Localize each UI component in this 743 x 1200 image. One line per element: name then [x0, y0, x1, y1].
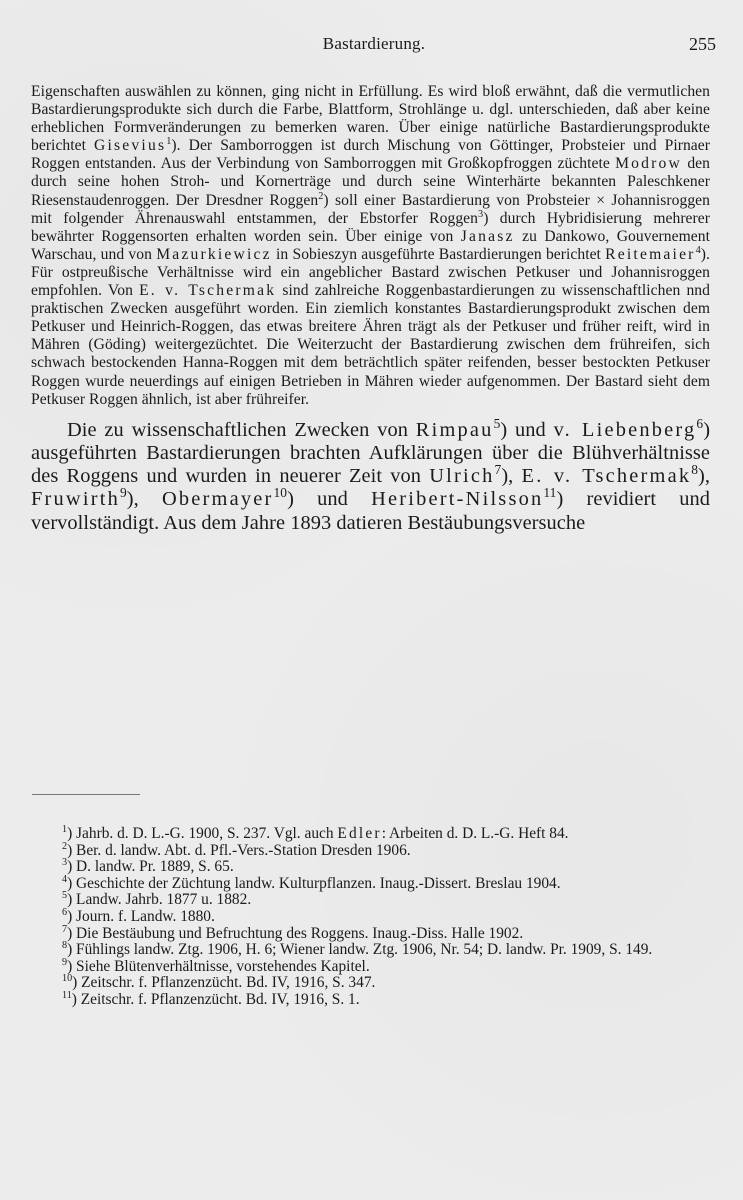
- footnote-reference: 3: [477, 208, 484, 220]
- footnote-marker: 5: [62, 890, 68, 902]
- footnote-reference: 7: [494, 462, 502, 478]
- footnote-reference: 4: [695, 244, 701, 256]
- text-run: ) und: [287, 488, 372, 511]
- main-text: [31, 83, 710, 535]
- author-name: Janasz: [460, 227, 515, 245]
- footnote-marker: 9: [62, 956, 68, 968]
- footnote-reference: 8: [691, 462, 698, 478]
- footnote-marker: 10: [62, 973, 73, 985]
- author-name: Reitemaier: [605, 245, 696, 263]
- footnote-text: ) Landw. Jahrb. 1877 u. 1882.: [67, 891, 252, 909]
- footnote-item: [31, 975, 711, 992]
- footnote-text: ) Zeitschr. f. Pflanzenzücht. Bd. IV, 1916, S. 347.: [72, 974, 376, 992]
- footnote-reference: 11: [543, 485, 557, 501]
- footnotes-section: [31, 823, 711, 1009]
- footnote-reference: 9: [119, 485, 127, 501]
- author-name: Obermayer: [161, 488, 274, 511]
- running-title: Bastardierung.: [322, 34, 426, 53]
- author-name: v. Liebenberg: [553, 418, 697, 441]
- footnote-text: : Arbeiten d. D. L.-G. Heft 84.: [381, 825, 569, 842]
- text-run: ) und: [500, 418, 554, 441]
- footnote-text: ) Zeitschr. f. Pflanzenzücht. Bd. IV, 1916, S. 1.: [71, 990, 360, 1008]
- author-name: Ulrich: [429, 465, 495, 488]
- footnote-item: [31, 942, 711, 959]
- footnote-text: ) D. landw. Pr. 1889, S. 65.: [67, 858, 234, 876]
- footnote-reference: 10: [273, 485, 288, 501]
- footnote-text: ) Ber. d. landw. Abt. d. Pfl.-Vers.-Station Dresden 1906.: [67, 841, 411, 859]
- author-name: Modrow: [615, 155, 683, 173]
- footnote-reference: 1: [166, 136, 172, 148]
- text-run: ). Der Samborroggen ist durch Mischung von Göttinger, Probsteier und Pirnaer Roggen entstanden. Aus der Verbindung von Samborroggen mit Großkopfroggen züchtete: [31, 137, 710, 173]
- text-run: ),: [126, 488, 162, 511]
- footnote-item: [31, 923, 711, 943]
- text-run: ) revidiert und vervollständigt. Aus dem Jahre 1893 datieren Bestäubungsversuche: [31, 488, 711, 534]
- text-run: Die zu wissenschaftlichen Zwecken von: [67, 418, 416, 441]
- paragraph-bastard-overview: [31, 83, 710, 409]
- footnote-text: ) Fühlings landw. Ztg. 1906, H. 6; Wiener landw. Ztg. 1906, Nr. 54; D. landw. Pr. 1909, S. 149.: [67, 941, 653, 959]
- footnote-item: [31, 956, 711, 976]
- text-run: Eigenschaften auswählen zu können, ging nicht in Erfüllung. Es wird bloß erwähnt, daß die vermutlichen Bastardierungsprodukte sich durch die Farbe, Blattform, Strohlänge u. dgl. unterschieden, daß aber keine erheblichen Formveränderungen zu bemerken waren. Über einige natürliche Bastardierungsprodukte berichtet: [31, 83, 710, 155]
- author-name: Mazurkiewicz: [156, 245, 272, 263]
- footnote-marker: 2: [62, 840, 68, 852]
- footnote-marker: 4: [62, 873, 68, 885]
- author-name: Heribert-Nilsson: [371, 488, 544, 511]
- footnote-item: [31, 823, 711, 843]
- footnote-reference: 2: [318, 190, 324, 202]
- footnote-item: [31, 859, 711, 876]
- author-name: Rimpau: [415, 418, 494, 441]
- footnote-item: [31, 840, 711, 860]
- author-name: Gisevius: [94, 137, 167, 155]
- text-run: in Sobieszyn ausgeführte Bastardierungen berichtet: [271, 245, 606, 263]
- footnote-marker: 7: [62, 923, 68, 935]
- text-run: den durch seine hohen Stroh- und Kornerträge und durch seine Winterhärte bekannten Paleschkener Riesenstaudenroggen. Der Dresdner Roggen: [31, 155, 710, 209]
- text-run: zu Dankowo, Gouvernement Warschau, und von: [31, 227, 710, 263]
- footnote-divider: [32, 794, 140, 795]
- author-name: E. v. Tschermak: [139, 282, 277, 300]
- footnote-marker: 11: [62, 989, 72, 1001]
- footnote-reference: 6: [696, 415, 704, 431]
- footnote-marker: 8: [62, 940, 68, 952]
- footnote-text: ) Jahrb. d. D. L.-G. 1900, S. 237. Vgl. auch: [67, 825, 338, 842]
- footnote-item: [31, 906, 711, 926]
- text-run: ),: [501, 465, 522, 488]
- text-run: ). Für ostpreußische Verhältnisse wird ein angeblicher Bastard zwischen Petkuser und Johannisroggen empfohlen. Von: [31, 245, 710, 300]
- footnote-marker: 3: [62, 857, 68, 869]
- author-name: Edler: [337, 825, 382, 842]
- text-run: ) durch Hybridisierung mehrerer bewährter Roggensorten erhalten worden sein. Über einige von: [31, 209, 710, 245]
- author-name: E. v. Tschermak: [521, 465, 692, 488]
- page-number: 255: [689, 34, 716, 54]
- footnote-text: ) Geschichte der Züchtung landw. Kulturpflanzen. Inaug.-Dissert. Breslau 1904.: [67, 874, 561, 892]
- text-run: ) soll einer Bastardierung von Probsteier × Johannisroggen mit folgender Ährenauswahl entstammen, der Ebstorfer Roggen: [31, 191, 711, 227]
- text-run: sind zahlreiche Roggenbastardierungen zu wissenschaftlichen nnd praktischen Zwecken ausgeführt worden. Ein ziemlich konstantes Bastardierungsprodukt zwischen dem Petkuser und Heinrich-Roggen, das etwas breitere Ähren trägt als der Petkuser und früher reift, wird in Mähren (Göding) weitergezüchtet. Die Weiterzucht der Bastardierung zwischen dem frühreifen, sich schwach bestockenden Hanna-Roggen mit dem beträchtlich später reifenden, besser bestockten Petkuser Roggen wurde neuerdings auf einigen Betrieben in Mähren wieder aufgenommen. Der Bastard sieht dem Petkuser Roggen ähnlich, ist aber frühreifer.: [31, 282, 710, 408]
- footnote-item: [31, 892, 711, 909]
- text-run: ),: [698, 465, 710, 488]
- footnote-reference: 5: [493, 415, 501, 431]
- text-run: ) ausgeführten Bastardierungen brachten Aufklärungen über die Blühverhältnisse des Roggens und wurden in neuerer Zeit von: [31, 418, 711, 488]
- footnote-item: [31, 989, 711, 1009]
- author-name: Fruwirth: [31, 488, 120, 511]
- footnote-text: ) Journ. f. Landw. 1880.: [67, 907, 215, 925]
- paragraph-scientific-crosses: [31, 415, 711, 535]
- footnote-marker: 1: [62, 823, 68, 835]
- footnote-item: [31, 873, 711, 893]
- footnote-marker: 6: [62, 906, 68, 918]
- page-header: [32, 34, 716, 60]
- footnote-text: ) Die Bestäubung und Befruchtung des Roggens. Inaug.-Diss. Halle 1902.: [67, 924, 524, 942]
- footnote-text: ) Siehe Blütenverhältnisse, vorstehendes Kapitel.: [67, 957, 370, 975]
